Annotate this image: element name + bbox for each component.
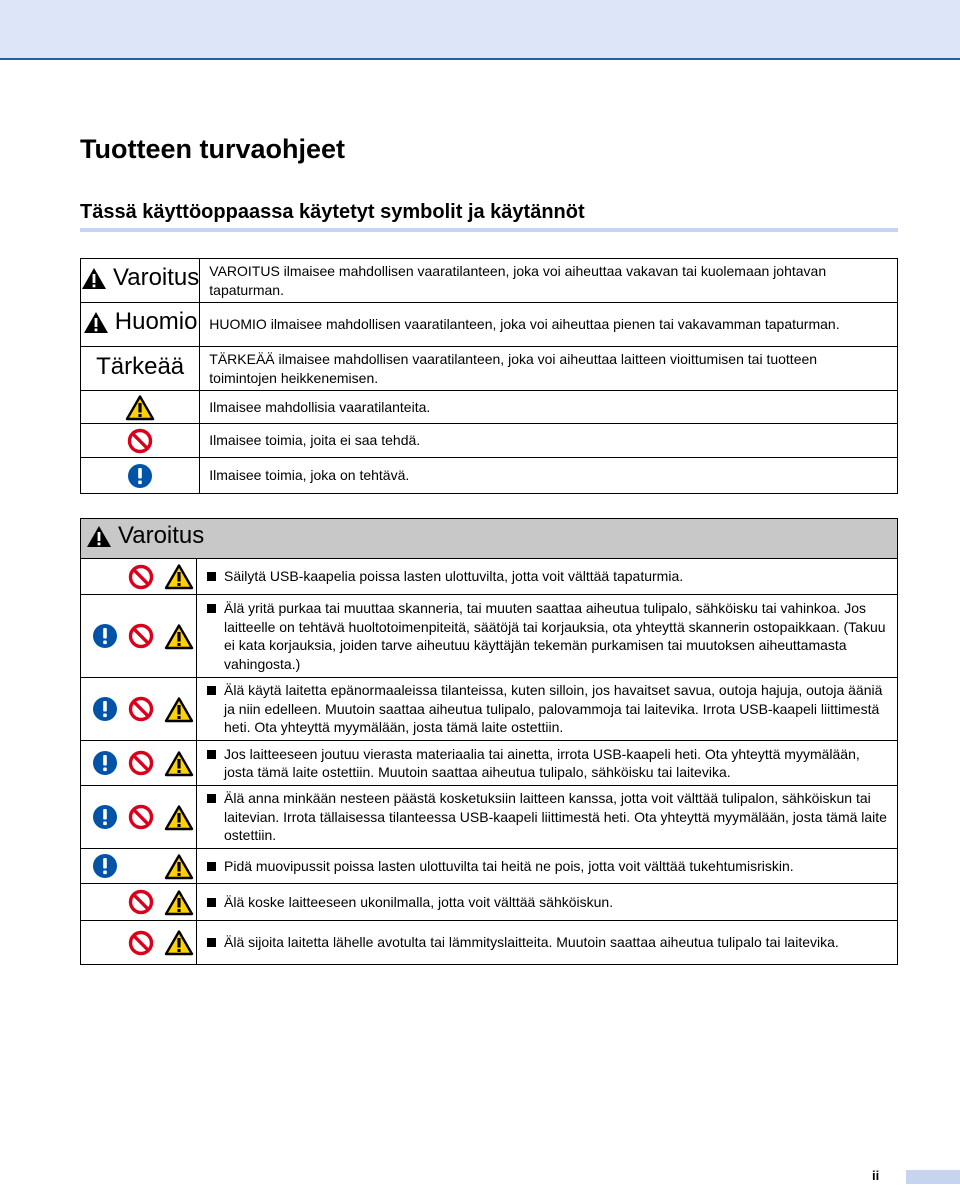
warnings-header-label: Varoitus xyxy=(118,522,205,549)
caution-triangle-icon xyxy=(164,623,194,650)
prohibition-icon xyxy=(128,750,154,776)
warning-row xyxy=(81,559,898,595)
legend-row-tarkeaa xyxy=(81,347,898,391)
bullet-square xyxy=(207,750,216,759)
warning-row xyxy=(81,849,898,884)
warning-row xyxy=(81,921,898,965)
warning-text: Älä anna minkään nesteen päästä kosketuksiin laitteen kanssa, jotta voit välttää tulipalon, sähköiskun tai laitevian. Irrota tällaisessa tilanteessa USB-kaapeli liittimestä heti. Ota yhteyttä myymälään, josta tämä laite ostettiin. xyxy=(224,790,887,844)
warning-text: Säilytä USB-kaapelia poissa lasten ulottuvilta, jotta voit välttää tapaturmia. xyxy=(224,568,684,585)
prohibition-icon xyxy=(128,623,154,649)
bullet-square xyxy=(207,898,216,907)
warning-triangle-icon xyxy=(83,311,109,334)
legend-row-huomio xyxy=(81,303,898,347)
bullet-square xyxy=(207,938,216,947)
mandatory-action-icon xyxy=(92,750,118,776)
legend-row-prohibition xyxy=(81,424,898,458)
caution-triangle-icon xyxy=(164,804,194,831)
legend-text-tarkeaa: TÄRKEÄÄ ilmaisee mahdollisen vaaratilanteen, joka voi aiheuttaa laitteen vioittumisen tai tuotteen toimintojen heikkenemisen. xyxy=(200,347,898,391)
mandatory-action-icon xyxy=(92,623,118,649)
legend-label-huomio: Huomio xyxy=(114,308,198,335)
caution-triangle-icon xyxy=(164,563,194,590)
legend-text-mandatory: Ilmaisee toimia, joka on tehtävä. xyxy=(200,458,898,494)
legend-text-caution: Ilmaisee mahdollisia vaaratilanteita. xyxy=(200,391,898,424)
page-header-bar xyxy=(0,0,960,60)
bullet-square xyxy=(207,862,216,871)
warning-text: Älä koske laitteeseen ukonilmalla, jotta voit välttää sähköiskun. xyxy=(224,893,614,910)
warnings-table xyxy=(80,518,898,965)
warning-row xyxy=(81,595,898,678)
symbols-legend-table xyxy=(80,258,898,494)
page-title: Tuotteen turvaohjeet xyxy=(80,134,346,164)
legend-text-prohibition: Ilmaisee toimia, joita ei saa tehdä. xyxy=(200,424,898,458)
warning-text: Älä käytä laitetta epänormaaleissa tilanteissa, kuten silloin, jos havaitset savua, outoja hajuja, outoja ääniä ja niin edelleen. Muutoin saattaa aiheutua tulipalo, palovammoja tai laitevika. Irrota USB-kaapeli liittimestä heti. Ota yhteyttä myymälään, josta tämä laite ostettiin. xyxy=(224,682,883,736)
warning-text: Jos laitteeseen joutuu vierasta materiaalia tai ainetta, irrota USB-kaapeli heti. Ota yhteyttä myymälään, josta tämä laite ostettiin. Muutoin saattaa aiheutua tulipalo, sähköisku tai laitevika. xyxy=(224,745,860,780)
caution-triangle-icon xyxy=(125,394,155,421)
prohibition-icon xyxy=(128,889,154,915)
warning-row xyxy=(81,786,898,849)
caution-triangle-icon xyxy=(164,696,194,723)
mandatory-action-icon xyxy=(92,853,118,879)
legend-row-caution xyxy=(81,391,898,424)
warning-triangle-icon xyxy=(86,525,112,548)
section-title-rule xyxy=(80,228,898,232)
legend-text-varoitus: VAROITUS ilmaisee mahdollisen vaaratilanteen, joka voi aiheuttaa vakavan tai kuolemaan johtavan tapaturman. xyxy=(200,259,898,303)
bullet-square xyxy=(207,604,216,613)
caution-triangle-icon xyxy=(164,750,194,777)
bullet-square xyxy=(207,686,216,695)
page-number: ii xyxy=(872,1168,880,1183)
prohibition-icon xyxy=(128,804,154,830)
warning-text: Pidä muovipussit poissa lasten ulottuvilta tai heitä ne pois, jotta voit välttää tukehtumisriskin. xyxy=(224,857,794,874)
legend-row-varoitus xyxy=(81,259,898,303)
mandatory-action-icon xyxy=(92,804,118,830)
warning-row xyxy=(81,884,898,921)
warning-text: Älä yritä purkaa tai muuttaa skanneria, tai muuten saattaa aiheutua tulipalo, sähköisku tai vahinkoa. Jos laitteelle on tehtävä huoltotoimenpiteitä, säätöjä tai korjauksia, ota yhteyttä skannerin ostopaikkaan. (Takuu ei kata korjauksia, joiden tarve aiheutuu käyttäjän tekemän purkamisen tai muutoksen aiheuttamasta vahingosta.) xyxy=(224,600,886,672)
section-title: Tässä käyttöoppaassa käytetyt symbolit ja käytännöt xyxy=(80,201,585,223)
caution-triangle-icon xyxy=(164,929,194,956)
legend-label-tarkeaa: Tärkeää xyxy=(96,353,185,381)
warning-text: Älä sijoita laitetta lähelle avotulta tai lämmityslaitteita. Muutoin saattaa aiheutua tulipalo tai laitevika. xyxy=(224,934,839,951)
mandatory-action-icon xyxy=(92,696,118,722)
warning-row xyxy=(81,678,898,741)
page-footer-box xyxy=(906,1170,960,1184)
warning-triangle-icon xyxy=(81,267,107,290)
legend-text-huomio: HUOMIO ilmaisee mahdollisen vaaratilanteen, joka voi aiheuttaa pienen tai vakavamman tapaturman. xyxy=(200,303,898,347)
prohibition-icon xyxy=(128,564,154,590)
bullet-square xyxy=(207,572,216,581)
warnings-header-row xyxy=(81,519,898,559)
mandatory-action-icon xyxy=(127,463,153,489)
prohibition-icon xyxy=(128,696,154,722)
caution-triangle-icon xyxy=(164,853,194,880)
prohibition-icon xyxy=(127,428,153,454)
legend-label-varoitus: Varoitus xyxy=(113,264,200,291)
prohibition-icon xyxy=(128,930,154,956)
caution-triangle-icon xyxy=(164,889,194,916)
legend-row-mandatory xyxy=(81,458,898,494)
bullet-square xyxy=(207,794,216,803)
warning-row xyxy=(81,741,898,786)
